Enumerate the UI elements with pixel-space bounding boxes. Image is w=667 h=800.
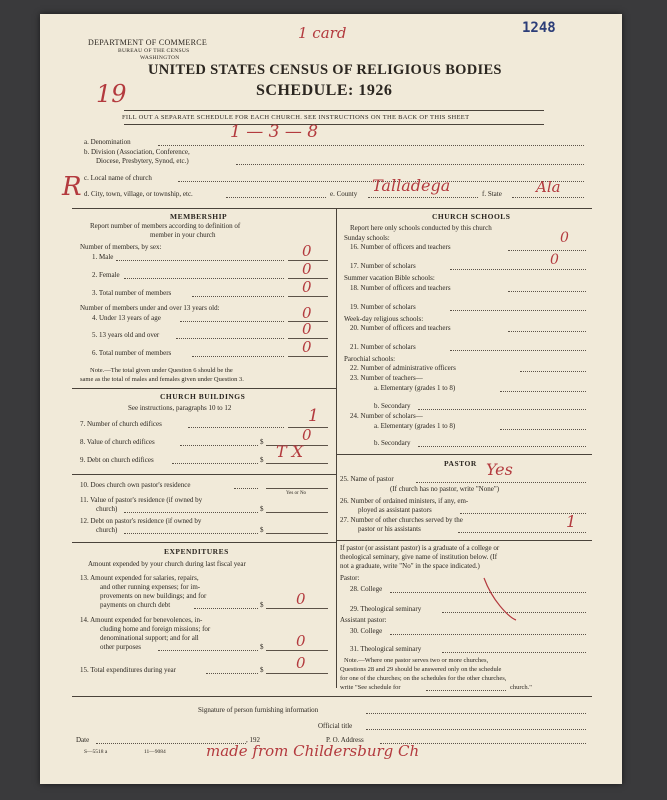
buildings-intro: See instructions, paragraphs 10 to 12 [128, 404, 232, 412]
q16-officers: 16. Number of officers and teachers [350, 243, 451, 251]
bureau-label: BUREAU OF THE CENSUS [118, 48, 190, 54]
census-schedule-sheet [40, 14, 622, 784]
pastor-note-2: Questions 28 and 29 should be answered only on the schedule [340, 666, 502, 673]
q14-line4: other purposes [100, 643, 142, 651]
total6-value: 0 [302, 338, 312, 356]
q17-scholars: 17. Number of scholars [350, 262, 416, 270]
q23a-elementary: a. Elementary (grades 1 to 8) [374, 384, 456, 392]
pastor-note-1: Note.—Where one pastor serves two or more churches, [344, 657, 489, 664]
q23-teachers: 23. Number of teachers— [350, 374, 423, 382]
q11-line2: church) [96, 505, 118, 513]
under13-value: 0 [302, 304, 312, 322]
q13-line3: provements on new buildings; and for [100, 592, 207, 600]
q3-total: 3. Total number of members [92, 289, 172, 297]
parochial-schools-label: Parochial schools: [344, 355, 396, 363]
state-label: f. State [482, 190, 502, 198]
date-label: Date [76, 736, 90, 744]
over13-value: 0 [302, 320, 312, 338]
buildings-heading: CHURCH BUILDINGS [160, 392, 246, 401]
q12-line2: church) [96, 526, 118, 534]
division-label-2: Diocese, Presbytery, Synod, etc.) [96, 157, 189, 165]
q27-line1: 27. Number of other churches served by the [340, 516, 463, 524]
stamp-number: 1248 [522, 20, 556, 36]
q26-line1: 26. Number of ordained ministers, if any, em- [340, 497, 469, 505]
q23b-secondary: b. Secondary [374, 402, 411, 410]
form-code-1: S—5518 a [84, 749, 108, 755]
q24b-secondary: b. Secondary [374, 439, 411, 447]
q28-college: 28. College [350, 585, 383, 593]
q14-line1: 14. Amount expended for benevolences, in- [80, 616, 203, 624]
handwritten-footer-note: made from Childersburg Ch [206, 742, 420, 760]
department-label: DEPARTMENT OF COMMERCE [88, 38, 208, 47]
q24-scholars: 24. Number of scholars— [350, 412, 423, 420]
q12-dollar: $ [260, 526, 264, 534]
q25-name: 25. Name of pastor [340, 475, 394, 483]
membership-heading: MEMBERSHIP [170, 212, 228, 221]
q18-officers: 18. Number of officers and teachers [350, 284, 451, 292]
q5-over13: 5. 13 years old and over [92, 331, 160, 339]
schools-heading: CHURCH SCHOOLS [432, 212, 511, 221]
handwritten-r-mark: R [62, 172, 82, 202]
male-value: 0 [302, 242, 312, 260]
expenditures-intro: Amount expended by your church during last fiscal year [88, 560, 246, 568]
city-label: WASHINGTON [140, 55, 180, 61]
schools-intro: Report here only schools conducted by this church [350, 224, 492, 232]
address-label: P. O. Address [326, 736, 364, 744]
pastor-note-3: for one of the churches; on the schedules for the other churches, [340, 675, 507, 682]
q15-dollar: $ [260, 666, 264, 674]
yes-or-no-label: Yes or No [286, 491, 307, 496]
q10-residence: 10. Does church own pastor's residence [80, 481, 191, 489]
summer-schools-label: Summer vacation Bible schools: [344, 274, 435, 282]
q13-line2: and other running expenses; for im- [100, 583, 201, 591]
q14-line2: cluding home and foreign missions; for [100, 625, 211, 633]
q27-line2: pastor or his assistants [358, 525, 421, 533]
handwritten-number-19: 19 [96, 80, 127, 108]
pastor-note-5: church." [510, 684, 532, 691]
amount14-value: 0 [296, 632, 306, 650]
q21-scholars: 21. Number of scholars [350, 343, 416, 351]
form-title: UNITED STATES CENSUS OF RELIGIOUS BODIES [148, 62, 502, 78]
q11-dollar: $ [260, 505, 264, 513]
q4-under13: 4. Under 13 years of age [92, 314, 161, 322]
scholars17-value: 0 [550, 252, 559, 268]
pastor-heading: PASTOR [444, 459, 477, 468]
q15-total: 15. Total expenditures during year [80, 666, 176, 674]
graduate-note-3: not a graduate, write "No" in the space indicated.) [340, 562, 480, 570]
q20-officers: 20. Number of officers and teachers [350, 324, 451, 332]
q13-line1: 13. Amount expended for salaries, repairs, [80, 574, 199, 582]
county-label: e. County [330, 190, 358, 198]
value-value: 0 [302, 426, 312, 444]
membership-intro-1: Report number of members according to definition of [90, 222, 241, 230]
q30-college: 30. College [350, 627, 383, 635]
other-churches-value: 1 [566, 512, 577, 531]
q22-admin-officers: 22. Number of administrative officers [350, 364, 456, 372]
state-value: Ala [536, 178, 561, 196]
q9-debt: 9. Debt on church edifices [80, 456, 154, 464]
local-name-label: c. Local name of church [84, 174, 152, 182]
pastor-note-4: write "See schedule for [340, 684, 401, 691]
q6-total: 6. Total number of members [92, 349, 172, 357]
q26-line2: ployed as assistant pastors [358, 506, 432, 514]
q29-seminary: 29. Theological seminary [350, 605, 422, 613]
q19-scholars: 19. Number of scholars [350, 303, 416, 311]
signature-label: Signature of person furnishing information [198, 706, 319, 714]
division-label-1: b. Division (Association, Conference, [84, 148, 190, 156]
q31-seminary: 31. Theological seminary [350, 645, 422, 653]
q2-female: 2. Female [92, 271, 120, 279]
amount15-value: 0 [296, 654, 306, 672]
amount13-value: 0 [296, 590, 306, 608]
total-value: 0 [302, 278, 312, 296]
q11-line1: 11. Value of pastor's residence (if owned by [80, 496, 203, 504]
q24a-elementary: a. Elementary (grades 1 to 8) [374, 422, 456, 430]
by-sex-label: Number of members, by sex: [80, 243, 162, 251]
sunday-schools-label: Sunday schools: [344, 234, 390, 242]
graduate-note-1: If pastor (or assistant pastor) is a graduate of a college or [340, 544, 500, 552]
pastor-sublabel: Pastor: [340, 574, 360, 582]
officers16-value: 0 [560, 230, 569, 246]
expenditures-heading: EXPENDITURES [164, 547, 229, 556]
q12-line1: 12. Debt on pastor's residence (if owned by [80, 517, 202, 525]
city-field-label: d. City, town, village, or township, etc. [84, 190, 193, 198]
form-code-2: 11—9084 [144, 749, 166, 755]
by-age-label: Number of members under and over 13 years old: [80, 304, 220, 312]
denomination-label: a. Denomination [84, 138, 131, 146]
weekday-schools-label: Week-day religious schools: [344, 315, 424, 323]
membership-intro-2: member in your church [150, 231, 216, 239]
q14-line3: denominational support; and for all [100, 634, 199, 642]
pastor-yes-value: Yes [486, 460, 513, 479]
county-value: Talladega [372, 176, 451, 195]
edifices-value: 1 [308, 406, 319, 426]
q8-dollar: $ [260, 438, 264, 446]
q7-edifices: 7. Number of church edifices [80, 420, 162, 428]
denomination-value: 1 — 3 — 8 [230, 122, 319, 142]
schedule-title: SCHEDULE: 1926 [256, 82, 393, 99]
handwritten-slash-mark [480, 576, 520, 622]
membership-note-1: Note.—The total given under Question 6 should be the [90, 367, 233, 374]
official-title-label: Official title [318, 722, 353, 730]
q25-note: (If church has no pastor, write "None") [390, 485, 500, 493]
female-value: 0 [302, 260, 312, 278]
q13-line4: payments on church debt [100, 601, 171, 609]
q13-dollar: $ [260, 601, 264, 609]
membership-note-2: same as the total of males and females given under Question 3. [80, 376, 244, 383]
graduate-note-2: theological seminary, give name of institution below. (If [340, 553, 498, 561]
assistant-pastor-sublabel: Assistant pastor: [340, 616, 387, 624]
year-label: , 192 [246, 736, 260, 744]
handwritten-card-note: 1 card [298, 24, 347, 42]
q8-value: 8. Value of church edifices [80, 438, 155, 446]
instruction-line: FILL OUT A SEPARATE SCHEDULE FOR EACH CHURCH. SEE INSTRUCTIONS ON THE BACK OF THIS SHEET [122, 114, 470, 121]
debt-value: T X [276, 442, 304, 461]
q14-dollar: $ [260, 643, 264, 651]
q1-male: 1. Male [92, 253, 114, 261]
q9-dollar: $ [260, 456, 264, 464]
